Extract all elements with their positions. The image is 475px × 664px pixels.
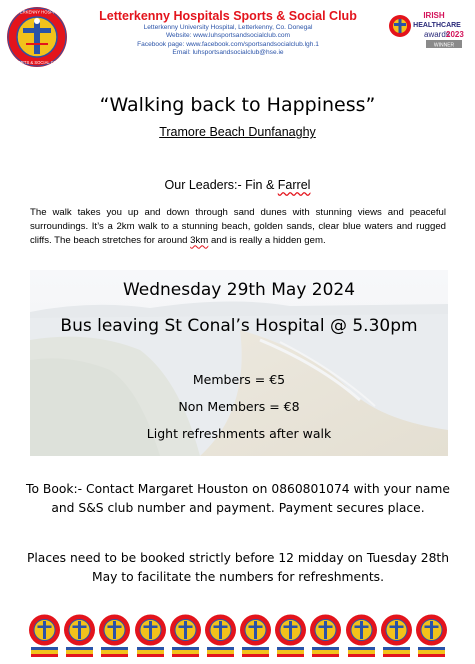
club-facebook[interactable]: Facebook page: www.facebook.com/sportsandsocialclub.lgh.1 <box>137 40 319 48</box>
footer-club-logo <box>239 613 272 659</box>
description-part2: and is really a hidden gem. <box>208 234 326 246</box>
club-info <box>72 8 384 58</box>
event-location-text: Tramore Beach Dunfanaghy <box>159 125 316 139</box>
club-website[interactable]: Website: www.luhsportsandsocialclub.com <box>165 32 291 40</box>
footer-logo-strip <box>28 613 448 659</box>
logo-ring-text-bottom: SPORTS & SOCIAL CLUB <box>12 60 62 65</box>
leaders-prefix: Our Leaders:- Fin & <box>164 178 278 192</box>
award-year: 2023 <box>446 30 464 39</box>
footer-club-logo <box>345 613 378 659</box>
footer-club-logo <box>380 613 413 659</box>
event-leaders <box>0 178 475 192</box>
non-members-price: Non Members = €8 <box>178 399 300 414</box>
refreshments-note: Light refreshments after walk <box>146 426 332 441</box>
event-description <box>30 206 446 247</box>
description-part1: The walk takes you up and down through sand dunes with stunning views and peaceful surroundings. It’s a 2km walk to a stunning beach, golden sands, clear blue waters and rugged cliffs. The beach stretches for around <box>30 207 446 246</box>
club-logo <box>6 6 68 68</box>
award-line2: HEALTHCARE <box>413 22 461 29</box>
bus-departure: Bus leaving St Conal’s Hospital @ 5.30pm <box>60 316 418 336</box>
event-location <box>0 125 475 139</box>
description-distance: 3km <box>190 234 209 246</box>
event-date: Wednesday 29th May 2024 <box>122 280 356 300</box>
club-name: Letterkenny Hospitals Sports & Social Club <box>99 9 357 23</box>
club-email[interactable]: Email: luhsportsandsocialclub@hse.ie <box>172 49 284 57</box>
header <box>0 0 475 72</box>
logo-ring-text-top: LETTERKENNY HOSPITALS <box>9 9 65 15</box>
footer-club-logo <box>169 613 202 659</box>
footer-club-logo <box>98 613 131 659</box>
footer-club-logo <box>63 613 96 659</box>
booking-contact: To Book:- Contact Margaret Houston on 0860801074 with your name and S&S club number and payment. Payment secures place. <box>26 482 450 515</box>
footer-club-logo <box>274 613 307 659</box>
event-title: “Walking back to Happiness” <box>99 94 376 116</box>
footer-club-logo <box>309 613 342 659</box>
footer-club-logo <box>134 613 167 659</box>
award-badge: WINNER <box>433 42 455 49</box>
footer-club-logo <box>204 613 237 659</box>
award-line3: awards <box>424 30 450 39</box>
footer-club-logo <box>415 613 448 659</box>
leaders-name: Farrel <box>277 178 311 192</box>
club-address: Letterkenny University Hospital, Letterkenny, Co. Donegal <box>143 24 313 31</box>
award-line1: IRISH <box>423 11 445 20</box>
members-price: Members = €5 <box>192 372 286 387</box>
footer-club-logo <box>28 613 61 659</box>
booking-deadline: Places need to be booked strictly before 12 midday on Tuesday 28th May to facilitate the numbers for refreshments. <box>26 551 450 584</box>
healthcare-award-logo <box>388 8 464 64</box>
